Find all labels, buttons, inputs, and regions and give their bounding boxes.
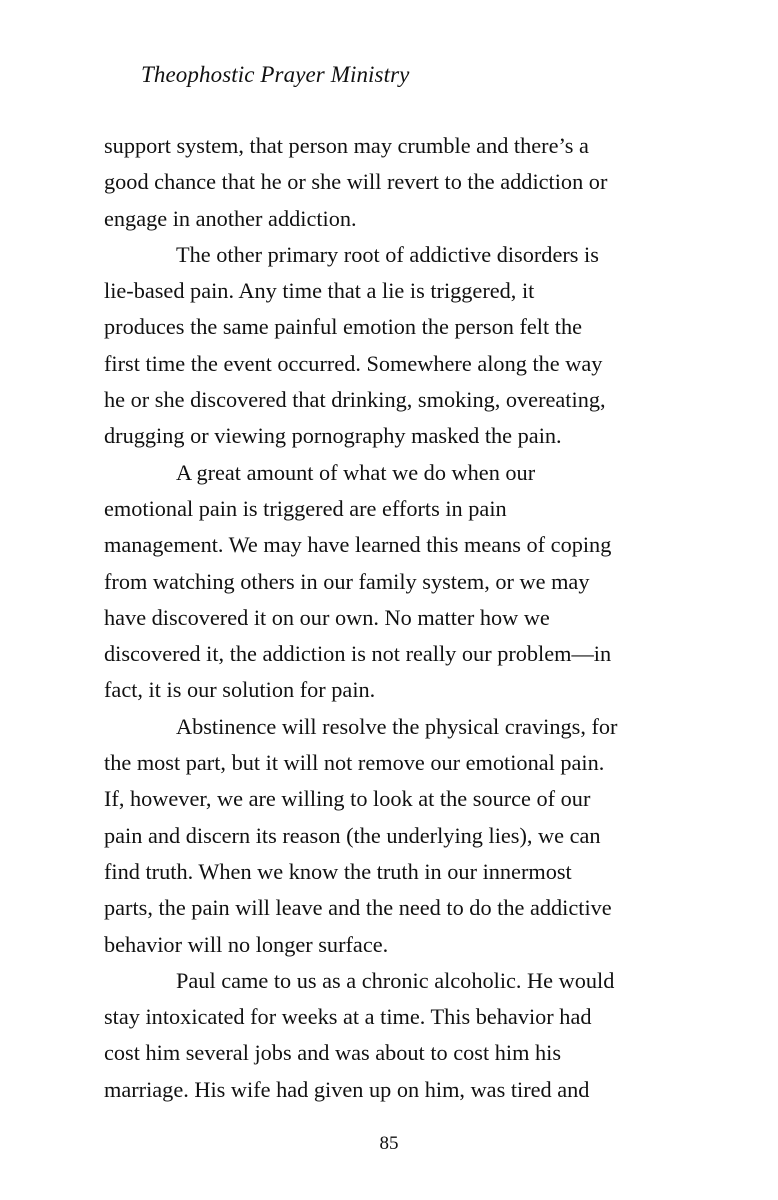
running-header-title: Theophostic Prayer Ministry	[141, 62, 410, 87]
body-text	[104, 128, 684, 1108]
text-line: marriage. His wife had given up on him, was tired and	[104, 1076, 590, 1102]
text-line: fact, it is our solution for pain.	[104, 677, 376, 703]
text-line: discovered it, the addiction is not really our problem—in	[104, 641, 612, 667]
text-line: produces the same painful emotion the person felt the	[104, 314, 583, 340]
text-line: good chance that he or she will revert to the addiction or	[104, 169, 608, 195]
text-line: parts, the pain will leave and the need to do the addictive	[104, 895, 612, 921]
text-line: cost him several jobs and was about to cost him his	[104, 1040, 562, 1066]
text-line: Abstinence will resolve the physical cravings, for	[176, 713, 618, 739]
text-line: he or she discovered that drinking, smoking, overeating,	[104, 387, 606, 413]
text-line: engage in another addiction.	[104, 205, 357, 231]
text-line: support system, that person may crumble and there’s a	[104, 133, 589, 158]
text-line: lie-based pain. Any time that a lie is triggered, it	[104, 278, 535, 304]
text-line: pain and discern its reason (the underlying lies), we can	[104, 822, 601, 848]
text-line: management. We may have learned this means of coping	[104, 532, 612, 558]
text-line: have discovered it on our own. No matter how we	[104, 604, 550, 630]
text-line: find truth. When we know the truth in our innermost	[104, 858, 572, 884]
text-line: stay intoxicated for weeks at a time. This behavior had	[104, 1004, 592, 1030]
text-line: The other primary root of addictive disorders is	[176, 241, 599, 267]
page-number: 85	[379, 1133, 399, 1154]
text-line: behavior will no longer surface.	[104, 931, 389, 957]
text-line: first time the event occurred. Somewhere along the way	[104, 350, 603, 376]
text-line: from watching others in our family system, or we may	[104, 568, 590, 594]
text-line: the most part, but it will not remove our emotional pain.	[104, 750, 605, 776]
text-line: drugging or viewing pornography masked the pain.	[104, 423, 562, 449]
text-line: If, however, we are willing to look at the source of our	[104, 786, 591, 812]
text-line: Paul came to us as a chronic alcoholic. He would	[176, 967, 615, 993]
text-line: emotional pain is triggered are efforts in pain	[104, 495, 507, 521]
text-line: A great amount of what we do when our	[176, 459, 536, 485]
